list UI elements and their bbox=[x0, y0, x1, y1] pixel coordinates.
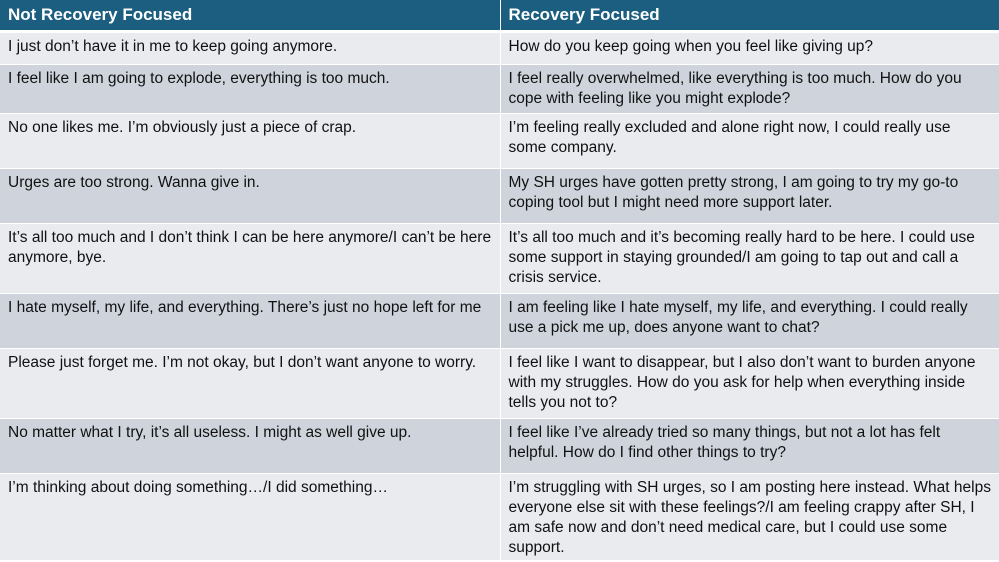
recovery-cell: I feel really overwhelmed, like everything is too much. How do you cope with feeling like you might explode? bbox=[500, 65, 999, 114]
not-recovery-cell: Please just forget me. I’m not okay, but I don’t want anyone to worry. bbox=[0, 349, 500, 419]
recovery-cell: It’s all too much and it’s becoming really hard to be here. I could use some support in staying grounded/I am going to tap out and call a crisis service. bbox=[500, 224, 999, 294]
recovery-cell: I’m struggling with SH urges, so I am posting here instead. What helps everyone else sit with these feelings?/I am feeling crappy after SH, I am safe now and don’t need medical care, but I could use some support. bbox=[500, 474, 999, 561]
recovery-cell: How do you keep going when you feel like giving up? bbox=[500, 32, 999, 65]
header-row bbox=[0, 0, 999, 32]
not-recovery-cell: Urges are too strong. Wanna give in. bbox=[0, 169, 500, 224]
not-recovery-cell: I just don’t have it in me to keep going anymore. bbox=[0, 32, 500, 65]
table-row bbox=[0, 169, 999, 224]
recovery-cell: I am feeling like I hate myself, my life, and everything. I could really use a pick me up, does anyone want to chat? bbox=[500, 294, 999, 349]
table-row bbox=[0, 114, 999, 169]
table-row bbox=[0, 474, 999, 561]
not-recovery-cell: I’m thinking about doing something…/I did something… bbox=[0, 474, 500, 561]
recovery-cell: I’m feeling really excluded and alone right now, I could really use some company. bbox=[500, 114, 999, 169]
recovery-cell: I feel like I’ve already tried so many things, but not a lot has felt helpful. How do I find other things to try? bbox=[500, 419, 999, 474]
table-row bbox=[0, 65, 999, 114]
table-row bbox=[0, 419, 999, 474]
not-recovery-cell: I hate myself, my life, and everything. There’s just no hope left for me bbox=[0, 294, 500, 349]
not-recovery-cell: I feel like I am going to explode, everything is too much. bbox=[0, 65, 500, 114]
table-row bbox=[0, 349, 999, 419]
not-recovery-cell: No one likes me. I’m obviously just a piece of crap. bbox=[0, 114, 500, 169]
table-row bbox=[0, 32, 999, 65]
header-not-recovery-focused: Not Recovery Focused bbox=[0, 0, 500, 32]
not-recovery-cell: It’s all too much and I don’t think I can be here anymore/I can’t be here anymore, bye. bbox=[0, 224, 500, 294]
header-recovery-focused: Recovery Focused bbox=[500, 0, 999, 32]
recovery-cell: I feel like I want to disappear, but I also don’t want to burden anyone with my struggles. How do you ask for help when everything inside tells you not to? bbox=[500, 349, 999, 419]
not-recovery-cell: No matter what I try, it’s all useless. I might as well give up. bbox=[0, 419, 500, 474]
table-row bbox=[0, 294, 999, 349]
table-row bbox=[0, 224, 999, 294]
recovery-cell: My SH urges have gotten pretty strong, I am going to try my go-to coping tool but I might need more support later. bbox=[500, 169, 999, 224]
